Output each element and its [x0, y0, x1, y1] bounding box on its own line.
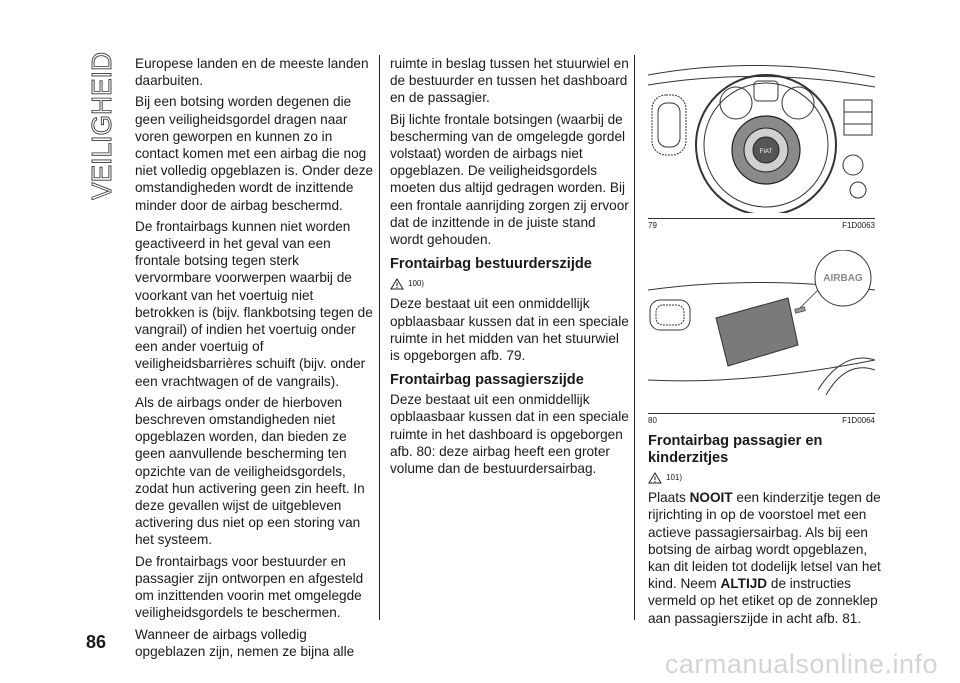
paragraph: De frontairbags voor bestuurder en passagier zijn ontworpen en afgesteld om inzittenden voorin met omgelegde veiligheidsgordels te beschermen. [135, 553, 364, 621]
column-1 [135, 55, 375, 664]
warning-number: 101) [666, 473, 683, 482]
emphasis-never: NOOIT [689, 490, 733, 506]
figure-80 [648, 250, 875, 425]
warning-triangle-icon [390, 278, 404, 290]
paragraph: Bij een botsing worden degenen die geen veiligheidsgordel dragen naar voren geworpen en kunnen zo in contact komen met een airbag die nog niet volledig opgeblazen is. Onder deze omstandigheden wordt de inzittende minder door de airbag beschermd. [135, 94, 374, 213]
watermark: carmanualsonline.info [664, 649, 938, 679]
paragraph: De frontairbags kunnen niet worden geactiveerd in het geval van een frontale botsing tegen sterk vervormbare voorwerpen waarbij de voorkant van het voertuig niet betrokken is (bijv. flankbotsing tegen de vangrail) of indien het voertuig onder een ander voertuig of veiligheidsbarrières schuift (bijv. onder een vrachtwagen of de vangrails). [135, 218, 373, 389]
paragraph: Wanneer de airbags volledig opgeblazen zijn, nemen ze bijna alle [135, 626, 355, 659]
column-3 [648, 425, 883, 631]
text-run: de instructies vermeld op het etiket op de zonneklep aan passagierszijde in acht afb. 81. [648, 576, 878, 626]
figure-number: 79 [648, 221, 657, 230]
figure-79 [648, 55, 875, 230]
column-2 [390, 55, 630, 481]
airbag-label: AIRBAG [823, 273, 863, 284]
warning-number: 100) [408, 279, 425, 289]
dashboard-airbag-illustration [648, 250, 875, 408]
svg-text:VEILIGHEID: VEILIGHEID [86, 50, 117, 200]
heading-driver-airbag: Frontairbag bestuurderszijde [390, 256, 592, 273]
figure-caption [648, 218, 875, 230]
fiat-logo-text: FIAT [759, 149, 773, 155]
paragraph: Deze bestaat uit een onmiddellijk opblaasbaar kussen dat in een speciale ruimte in het dashboard is opgeborgen afb. 80: deze airbag heeft een groter volume dan de bestuurdersairbag. [390, 392, 629, 477]
heading-passenger-airbag: Frontairbag passagierszijde [390, 372, 584, 389]
warning-triangle-icon [648, 472, 662, 484]
text-run: een kinderzitje tegen de rijrichting in op de voorstoel met een actieve passagiersairbag. Als bij een botsing de airbag wordt opgeblazen, kan dit leiden tot dodelijk letsel van het kind. Neem [648, 490, 881, 592]
paragraph: Als de airbags onder de hierboven beschreven omstandigheden niet opgeblazen worden, dan bieden ze geen aanvullende bescherming ten opzichte van de veiligheidsgordels, zodat hun activering geen zin heeft. In deze gevallen wijst de uitgebleven activering dus niet op een storing van het systeem. [135, 394, 365, 548]
section-title-vertical [84, 50, 118, 200]
warning-reference [648, 469, 883, 486]
figure-caption [648, 413, 875, 425]
page-number: 86 [86, 632, 107, 652]
steering-wheel-illustration [648, 55, 875, 213]
paragraph [648, 489, 883, 627]
paragraph: Deze bestaat uit een onmiddellijk opblaasbaar kussen dat in een speciale ruimte in het midden van het stuurwiel is opgeborgen afb. 79. [390, 296, 629, 364]
emphasis-always: ALTIJD [720, 576, 768, 592]
paragraph: Europese landen en de meeste landen daarbuiten. [135, 56, 369, 89]
paragraph: ruimte in beslag tussen het stuurwiel en de bestuurder en tussen het dashboard en de passagier. [390, 56, 629, 106]
section-title [84, 50, 118, 200]
text-run: Plaats [648, 490, 690, 506]
column-divider [634, 55, 635, 620]
paragraph: Bij lichte frontale botsingen (waarbij de bescherming van de omgelegde gordel volstaat) worden de airbags niet opgeblazen. De veiligheidsgordels moeten dus altijd gedragen worden. Bij een frontale aanrijding zorgen zij ervoor dat de inzittende in de juiste stand wordt gehouden. [390, 111, 629, 248]
figure-code: F1D0064 [842, 416, 875, 425]
heading-passenger-airbag-child-seats: Frontairbag passagier en kinderzitjes [648, 433, 823, 466]
figure-code: F1D0063 [842, 221, 875, 230]
column-divider [379, 55, 380, 620]
warning-reference [390, 275, 630, 292]
figure-number: 80 [648, 416, 657, 425]
